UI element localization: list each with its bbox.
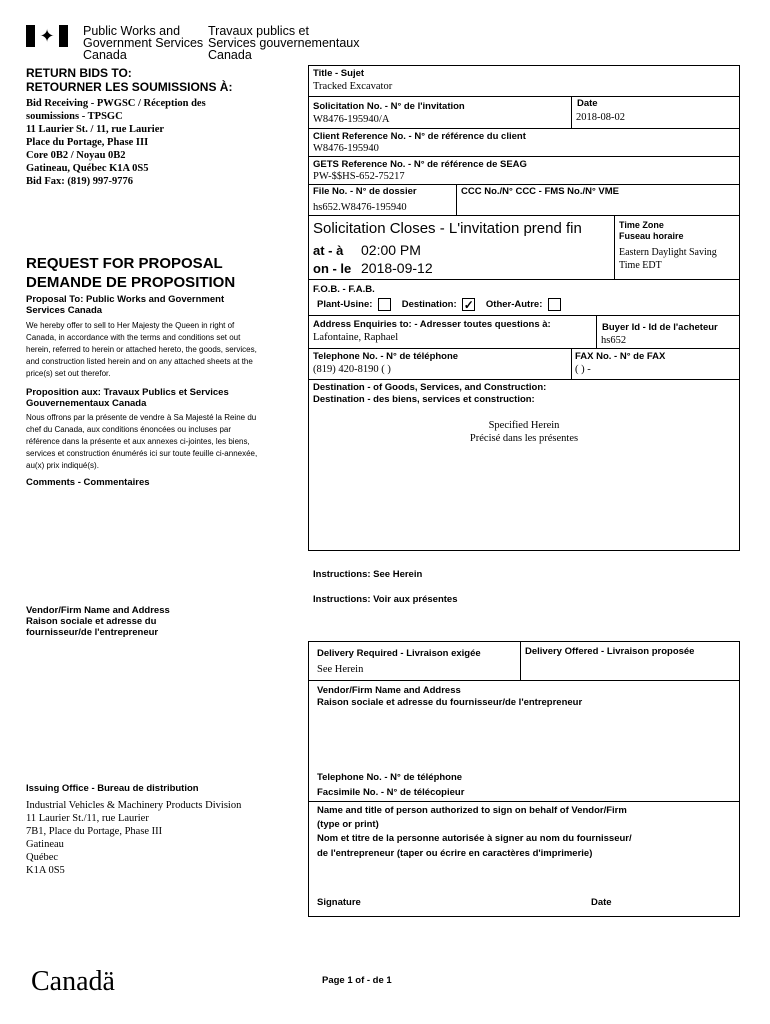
vendor-left-line1: Vendor/Firm Name and Address <box>26 605 170 616</box>
authorized-name-label-4: de l'entrepreneur (taper ou écrire en caractères d'imprimerie) <box>317 848 593 859</box>
destination-label: Destination: <box>401 299 457 311</box>
divider <box>309 348 739 349</box>
fax-value: ( ) - <box>575 364 591 375</box>
divider <box>571 348 572 379</box>
fax-label: FAX No. - N° de FAX <box>575 351 666 362</box>
offer-text-en: We hereby offer to sell to Her Majesty the Queen in right of Canada, in accordance with the terms and conditions set out herein, referred to herein or attached hereto, the goods, services, and construction listed herein and on any attached sheets at the price(s) set out therefor. <box>26 321 257 378</box>
vendor-name-label-en: Vendor/Firm Name and Address <box>317 685 461 696</box>
buyer-value: hs652 <box>601 335 627 346</box>
authorized-name-label-1: Name and title of person authorized to sign on behalf of Vendor/Firm <box>317 805 627 816</box>
divider <box>571 96 572 128</box>
divider <box>309 156 739 157</box>
destination-goods-label-fr: Destination - des biens, services et construction: <box>313 394 535 405</box>
dept-fr-line3: Canada <box>208 48 252 62</box>
divider <box>309 215 739 216</box>
flag-left-bar <box>26 25 35 47</box>
file-value: hs652.W8476-195940 <box>313 202 407 213</box>
issuing-line: K1A 0S5 <box>26 865 65 876</box>
dept-en-line3: Canada <box>83 48 127 62</box>
authorized-name-label-2: (type or print) <box>317 819 379 830</box>
divider <box>309 96 739 97</box>
destination-value-fr: Précisé dans les présentes <box>469 433 579 444</box>
on-label: on - le <box>313 261 352 276</box>
delivery-required-value: See Herein <box>317 664 364 675</box>
maple-leaf-icon: ✦ <box>39 26 55 46</box>
issuing-line: Gatineau <box>26 839 64 850</box>
fob-options <box>317 298 561 311</box>
dept-name-fr <box>208 25 359 61</box>
dept-en-line2: Government Services <box>83 36 204 50</box>
gets-label: GETS Reference No. - N° de référence de SEAG <box>313 159 527 170</box>
closes-title: Solicitation Closes - L'invitation prend fin <box>313 220 582 237</box>
timezone-value-2: Time EDT <box>619 260 662 271</box>
page-number: Page 1 of - de 1 <box>322 975 392 986</box>
divider <box>309 184 739 185</box>
destination-checkbox[interactable] <box>462 298 475 311</box>
rfp-title-en: REQUEST FOR PROPOSAL <box>26 255 223 272</box>
issuing-line: Industrial Vehicles & Machinery Products Division <box>26 800 242 811</box>
vendor-telephone-label: Telephone No. - N° de téléphone <box>317 772 463 783</box>
address-line: Core 0B2 / Noyau 0B2 <box>26 150 126 161</box>
on-value: 2018-09-12 <box>361 260 433 276</box>
at-value: 02:00 PM <box>361 242 421 258</box>
divider <box>596 315 597 348</box>
vendor-facsimile-label: Facsimile No. - N° de télécopieur <box>317 787 465 798</box>
vendor-name-label-fr: Raison sociale et adresse du fournisseur/de l'entrepreneur <box>317 697 583 708</box>
solicitation-panel <box>308 65 740 551</box>
divider <box>309 680 739 681</box>
divider <box>309 315 739 316</box>
proposal-to-en: Proposal To: Public Works and Government Services Canada <box>26 294 225 316</box>
divider <box>309 379 739 380</box>
return-bids-title-en: RETURN BIDS TO: <box>26 66 132 80</box>
flag-right-bar <box>59 25 68 47</box>
dept-name-en <box>83 25 203 61</box>
gets-value: PW-$$HS-652-75217 <box>313 171 405 182</box>
issuing-office-address <box>26 799 241 877</box>
ccc-label: CCC No./N° CCC - FMS No./N° VME <box>461 186 620 197</box>
enquiries-value: Lafontaine, Raphael <box>313 332 399 343</box>
divider <box>309 801 739 802</box>
authorized-name-label-3: Nom et titre de la personne autorisée à signer au nom du fournisseur/ <box>317 833 632 844</box>
enquiries-label: Address Enquiries to: - Adresser toutes questions à: <box>313 319 551 330</box>
divider <box>309 279 739 280</box>
delivery-required-label: Delivery Required - Livraison exigée <box>317 648 481 659</box>
other-label: Other-Autre: <box>485 299 543 311</box>
timezone-label-en: Time Zone <box>619 220 664 230</box>
date-value: 2018-08-02 <box>576 112 625 123</box>
divider <box>614 215 615 279</box>
solicitation-label: Solicitation No. - N° de l'invitation <box>313 101 465 112</box>
destination-value-en: Specified Herein <box>488 420 560 431</box>
address-line: 11 Laurier St. / 11, rue Laurier <box>26 124 165 135</box>
timezone-label-fr: Fuseau horaire <box>619 231 684 241</box>
title-label: Title - Sujet <box>313 68 365 79</box>
phone-value: (819) 420-8190 ( ) <box>313 364 391 375</box>
rfp-title-fr: DEMANDE DE PROPOSITION <box>26 274 236 291</box>
timezone-value-1: Eastern Daylight Saving <box>619 247 717 258</box>
dept-fr-line2: Services gouvernementaux <box>208 36 360 50</box>
vendor-response-box <box>308 641 740 917</box>
address-line: Bid Receiving - PWGSC / Réception des <box>26 98 206 109</box>
vendor-left-line3: fournisseur/de l'entrepreneur <box>26 627 159 638</box>
canada-wordmark: Canadä <box>31 966 115 997</box>
issuing-line: 7B1, Place du Portage, Phase III <box>26 826 163 837</box>
fob-label: F.O.B. - F.A.B. <box>313 284 375 295</box>
instructions-fr: Instructions: Voir aux présentes <box>313 594 458 605</box>
dept-fr-line1: Travaux publics et <box>208 24 309 38</box>
vendor-name-field[interactable] <box>313 712 737 764</box>
address-line: soumissions - TPSGC <box>26 111 123 122</box>
rfp-title <box>26 254 235 292</box>
other-checkbox[interactable] <box>548 298 561 311</box>
issuing-line: Québec <box>26 852 59 863</box>
check-mark-icon: ✓ <box>463 298 474 312</box>
return-bids-title-fr: RETOURNER LES SOUMISSIONS À: <box>26 80 233 94</box>
address-line: Gatineau, Québec K1A 0S5 <box>26 163 149 174</box>
bid-fax-line: Bid Fax: (819) 997-9776 <box>26 176 134 187</box>
plant-checkbox[interactable] <box>378 298 391 311</box>
instructions-en: Instructions: See Herein <box>313 569 423 580</box>
file-label: File No. - N° de dossier <box>313 186 417 197</box>
plant-label: Plant-Usine: <box>317 299 373 311</box>
destination-goods-label-en: Destination - of Goods, Services, and Construction: <box>313 382 547 393</box>
issuing-office-title: Issuing Office - Bureau de distribution <box>26 783 199 794</box>
comments-label: Comments - Commentaires <box>26 477 150 488</box>
issuing-line: 11 Laurier St./11, rue Laurier <box>26 813 149 824</box>
signature-label: Signature <box>317 897 361 908</box>
client-ref-value: W8476-195940 <box>313 143 379 154</box>
phone-label: Telephone No. - N° de téléphone <box>313 351 459 362</box>
title-value: Tracked Excavator <box>313 81 393 92</box>
return-bids-address <box>26 97 206 188</box>
client-ref-label: Client Reference No. - N° de référence du client <box>313 131 526 142</box>
buyer-label: Buyer Id - Id de l'acheteur <box>602 322 718 333</box>
delivery-offered-field[interactable] <box>521 656 739 678</box>
vendor-left-label <box>26 605 170 638</box>
divider <box>456 184 457 215</box>
at-label: at - à <box>313 243 344 258</box>
vendor-left-line2: Raison sociale et adresse du <box>26 616 157 627</box>
date-label: Date <box>577 98 598 109</box>
dept-en-line1: Public Works and <box>83 24 181 38</box>
return-bids-title <box>26 66 232 94</box>
delivery-offered-label: Delivery Offered - Livraison proposée <box>525 646 695 657</box>
solicitation-value: W8476-195940/A <box>313 114 390 125</box>
offer-text-fr: Nous offrons par la présente de vendre à Sa Majesté la Reine du chef du Canada, aux conditions énoncées ou incluses par référence dans la présente et aux annexes ci-jointes, les biens, services et construction énumérés ici sur toute feuille ci-annexée, au(x) prix indiqué(s). <box>26 413 258 470</box>
divider <box>309 128 739 129</box>
canada-flag-icon <box>26 25 68 47</box>
proposal-to-fr: Proposition aux: Travaux Publics et Services Gouvernementaux Canada <box>26 387 229 409</box>
address-line: Place du Portage, Phase III <box>26 137 149 148</box>
signature-date-label: Date <box>591 897 612 908</box>
